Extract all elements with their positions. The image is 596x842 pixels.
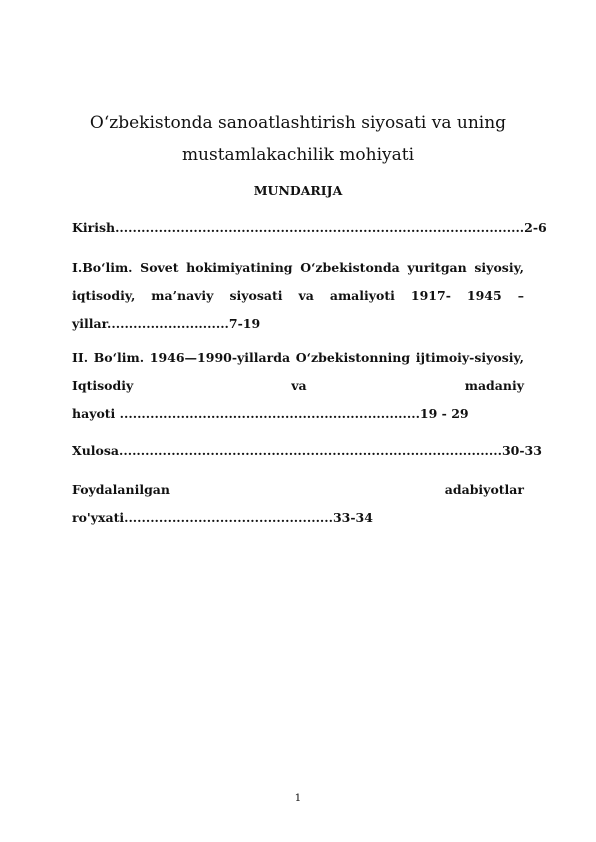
word: hokimiyatining xyxy=(186,260,293,275)
toc-part2-line2 xyxy=(72,372,524,400)
contents-heading: MUNDARIJA xyxy=(253,183,343,198)
table-of-contents xyxy=(72,214,547,242)
word: amaliyoti xyxy=(329,288,395,303)
word: 1946—1990-yillarda xyxy=(149,350,291,365)
toc-conclusion-line: Xulosa........................................................................................30-33 xyxy=(72,443,542,458)
word: Sovet xyxy=(140,260,179,275)
toc-entry-references xyxy=(72,476,524,532)
word: I.Bo‘lim. xyxy=(72,260,133,275)
word: Bo‘lim. xyxy=(93,350,145,365)
title-line-1: O‘zbekistonda sanoatlashtirish siyosati va uning xyxy=(89,113,507,133)
word: siyosiy, xyxy=(474,260,524,275)
word: yuritgan xyxy=(407,260,467,275)
word: – xyxy=(517,288,524,303)
toc-entry-conclusion xyxy=(72,437,542,465)
word: O‘zbekistonning xyxy=(295,350,411,365)
toc-part1-line2 xyxy=(72,282,524,310)
word: 1945 xyxy=(466,288,502,303)
word: va xyxy=(291,378,307,393)
page-number: 1 xyxy=(294,792,302,804)
toc-entry-part-1 xyxy=(72,254,524,338)
word: Iqtisodiy xyxy=(72,378,134,393)
word: madaniy xyxy=(464,378,524,393)
word: siyosati xyxy=(229,288,283,303)
title-line-2: mustamlakachilik mohiyati xyxy=(181,145,415,165)
word: ijtimoiy-siyosiy, xyxy=(415,350,524,365)
toc-references-line1 xyxy=(72,476,524,504)
toc-part1-line1 xyxy=(72,254,524,282)
word: O‘zbekistonda xyxy=(300,260,400,275)
word: va xyxy=(298,288,314,303)
toc-part2-line3: hayoti .....................................................................19 - 29 xyxy=(72,406,469,421)
toc-entry-part-2 xyxy=(72,344,524,428)
word: II. xyxy=(72,350,89,365)
toc-references-line2: ro'yxati................................................33-34 xyxy=(72,510,373,525)
toc-part2-line1 xyxy=(72,344,524,372)
word: Foydalanilgan xyxy=(72,482,170,497)
toc-entry-intro: Kirish..............................................................................................2-6 xyxy=(72,220,547,235)
word: 1917- xyxy=(410,288,451,303)
toc-part1-line3: yillar............................7-19 xyxy=(72,316,261,331)
word: adabiyotlar xyxy=(444,482,524,497)
word: ma’naviy xyxy=(151,288,214,303)
document-title xyxy=(72,107,524,171)
word: iqtisodiy, xyxy=(72,288,136,303)
